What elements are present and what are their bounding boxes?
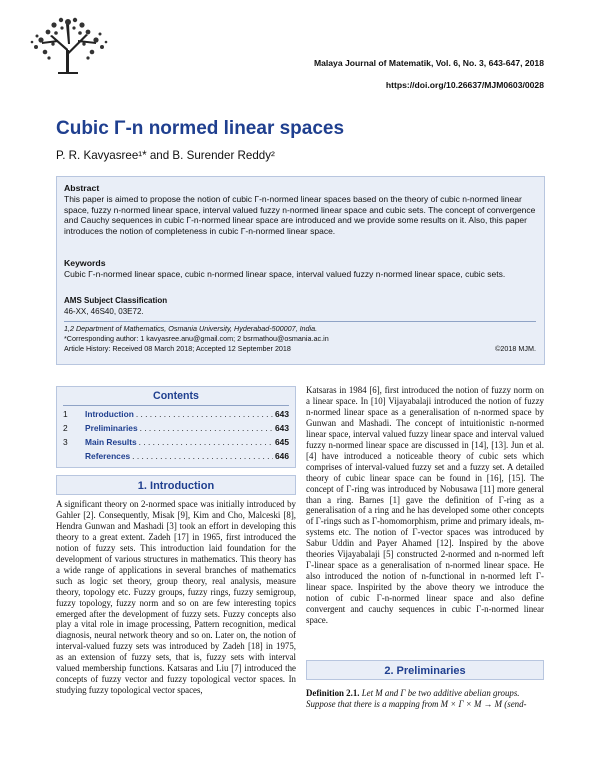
contents-divider — [63, 405, 289, 406]
keywords-text: Cubic Γ-n-normed linear space, cubic n-normed linear space, interval valued fuzzy n-normed linear space, cubic sets. — [64, 269, 506, 279]
corresponding-author: *Corresponding author: 1 kavyasree.anu@gmail.com; 2 bsrmathou@osmania.ac.in — [64, 334, 329, 343]
paragraph: Katsaras in 1984 [6], first introduced the notion of fuzzy norm on a linear space. In [10] Vijayabalaji introduced the notion of fuzzy n-normed linear space as a generalisation of n-normed space by Gunwan and Mashadi. The concept of intuitionistic n-normed linear space, interval valued fuzzy linear space and interval valued fuzzy n-normed linear space are discussed in [14], [13]. Jun et al.[4] have introduced a noticeable theory of cubic sets which comprises of interval-valued fuzzy set and a fuzzy set. A detailed theory of cubic linear space can be found in [16], [15]. The concept of Γ-ring was introduced by Nobusawa [11] more general than a ring. Barnes [1] gave the definition of Γ-ring as a generalisation of a ring and he has developed some other concepts of Γ-rings such as Γ-homomorphism, prime and primary ideals, m-systems etc. The notion of Γ-vector spaces was introduced by Sabur Uddin and Payer Ahamed [12]. Inspired by the above theories Vijayabalaji [5] constructed 2-normed and n-normed left Γ-linear space as a generalisation of n-normed linear space. He also introduced the notion of n-functional in n-normed left Γ-linear space. Inspirited by the above theory we introduce the notion of cubic Γ-n-normed linear space and also define convergent and cauchy sequences in cubic Γ-n-normed linear space. — [306, 385, 544, 626]
toc-page: 643 — [275, 409, 289, 419]
toc-page: 643 — [275, 423, 289, 433]
definition-text: Let M and Γ be two additive abelian groups. Suppose that there is a mapping from M × Γ × M → M (send- — [306, 688, 527, 709]
toc-entry[interactable] — [63, 451, 289, 463]
toc-number: 3 — [63, 437, 68, 447]
doi-link[interactable]: https://doi.org/10.26637/MJM0603/0028 — [385, 80, 544, 90]
toc-entry[interactable] — [63, 409, 289, 421]
toc-leader — [139, 437, 273, 447]
article-history: Article History: Received 08 March 2018; Accepted 12 September 2018 — [64, 344, 291, 353]
section-heading-preliminaries: 2. Preliminaries — [306, 660, 544, 680]
section-heading-introduction: 1. Introduction — [56, 475, 296, 495]
toc-page: 646 — [275, 451, 289, 461]
toc-number: 2 — [63, 423, 68, 433]
abstract-text: This paper is aimed to propose the notion of cubic Γ-n-normed linear spaces based on the theory of cubic n-normed linear space, fuzzy n-normed linear space, interval valued fuzzy n-normed linear space and cubic sets. The concept of convergence and Cauchy sequences in cubic Γ-n-normed linear space are introduced and we provide some results on it. Also, this paper introduces the notion of completeness in cubic Γ-n-normed linear space. — [64, 194, 536, 237]
keywords-heading: Keywords — [64, 258, 106, 268]
toc-leader — [132, 451, 273, 461]
contents-title: Contents — [153, 390, 199, 402]
affiliation: 1,2 Department of Mathematics, Osmania University, Hyderabad-500007, India. — [64, 324, 318, 333]
definition-2-1 — [306, 688, 544, 710]
ams-heading: AMS Subject Classification — [64, 296, 168, 305]
toc-label[interactable]: Preliminaries — [85, 423, 138, 433]
toc-entry[interactable] — [63, 423, 289, 435]
paragraph: A significant theory on 2-normed space was initially introduced by Gahler [2]. Consequently, Misak [9], Kim and Cho, Malceski [8], Hendra Gunwan and Mashadi [3] took an effort in developing this theory to a great extent. Zadeh [17] in 1965, first introduced the notion of fuzzy sets. This introduction laid foundation for the development of various structures in mathematics. This theory has a wide range of applications in several branches of mathematics such as logic set theory, group theory, real analysis, measure theory, topology etc. Fuzzy groups, fuzzy rings, fuzzy semigroup, fuzzy topology, fuzzy norm and so on are few interesting topics emerged after the development of fuzzy sets. Fuzzy concepts also play a vital role in image processing, Pattern recognition, medical diagnosis, neural network theory and so on. Later on, the notion of interval-valued fuzzy sets was introduced by Zadeh [18] in 1975, as an extension of fuzzy sets, that is, fuzzy sets with interval valued membership functions. Katsaras and Liu [7] introduced the concepts of fuzzy vector and fuzzy topological vector spaces. In studying fuzzy topological vector spaces, — [56, 499, 296, 696]
journal-logo-tree-icon — [28, 14, 110, 78]
definition-label: Definition 2.1. — [306, 688, 360, 698]
toc-number: 1 — [63, 409, 68, 419]
paper-authors: P. R. Kavyasree¹* and B. Surender Reddy² — [56, 149, 275, 162]
copyright: ©2018 MJM. — [495, 344, 536, 353]
toc-label[interactable]: Introduction — [85, 409, 134, 419]
ams-codes: 46-XX, 46S40, 03E72. — [64, 307, 144, 316]
toc-entry[interactable] — [63, 437, 289, 449]
abstract-heading: Abstract — [64, 183, 100, 193]
paper-title: Cubic Γ-n normed linear spaces — [56, 118, 345, 139]
toc-leader — [136, 409, 273, 419]
toc-label[interactable]: References — [85, 451, 131, 461]
toc-leader — [140, 423, 273, 433]
abstract-box — [56, 176, 545, 365]
introduction-text-left — [56, 499, 296, 696]
introduction-text-right — [306, 385, 544, 626]
journal-citation: Malaya Journal of Matematik, Vol. 6, No. 3, 643-647, 2018 — [313, 58, 544, 68]
toc-label[interactable]: Main Results — [85, 437, 137, 447]
toc-page: 645 — [275, 437, 289, 447]
abstract-divider — [64, 321, 536, 322]
table-of-contents — [56, 386, 296, 468]
